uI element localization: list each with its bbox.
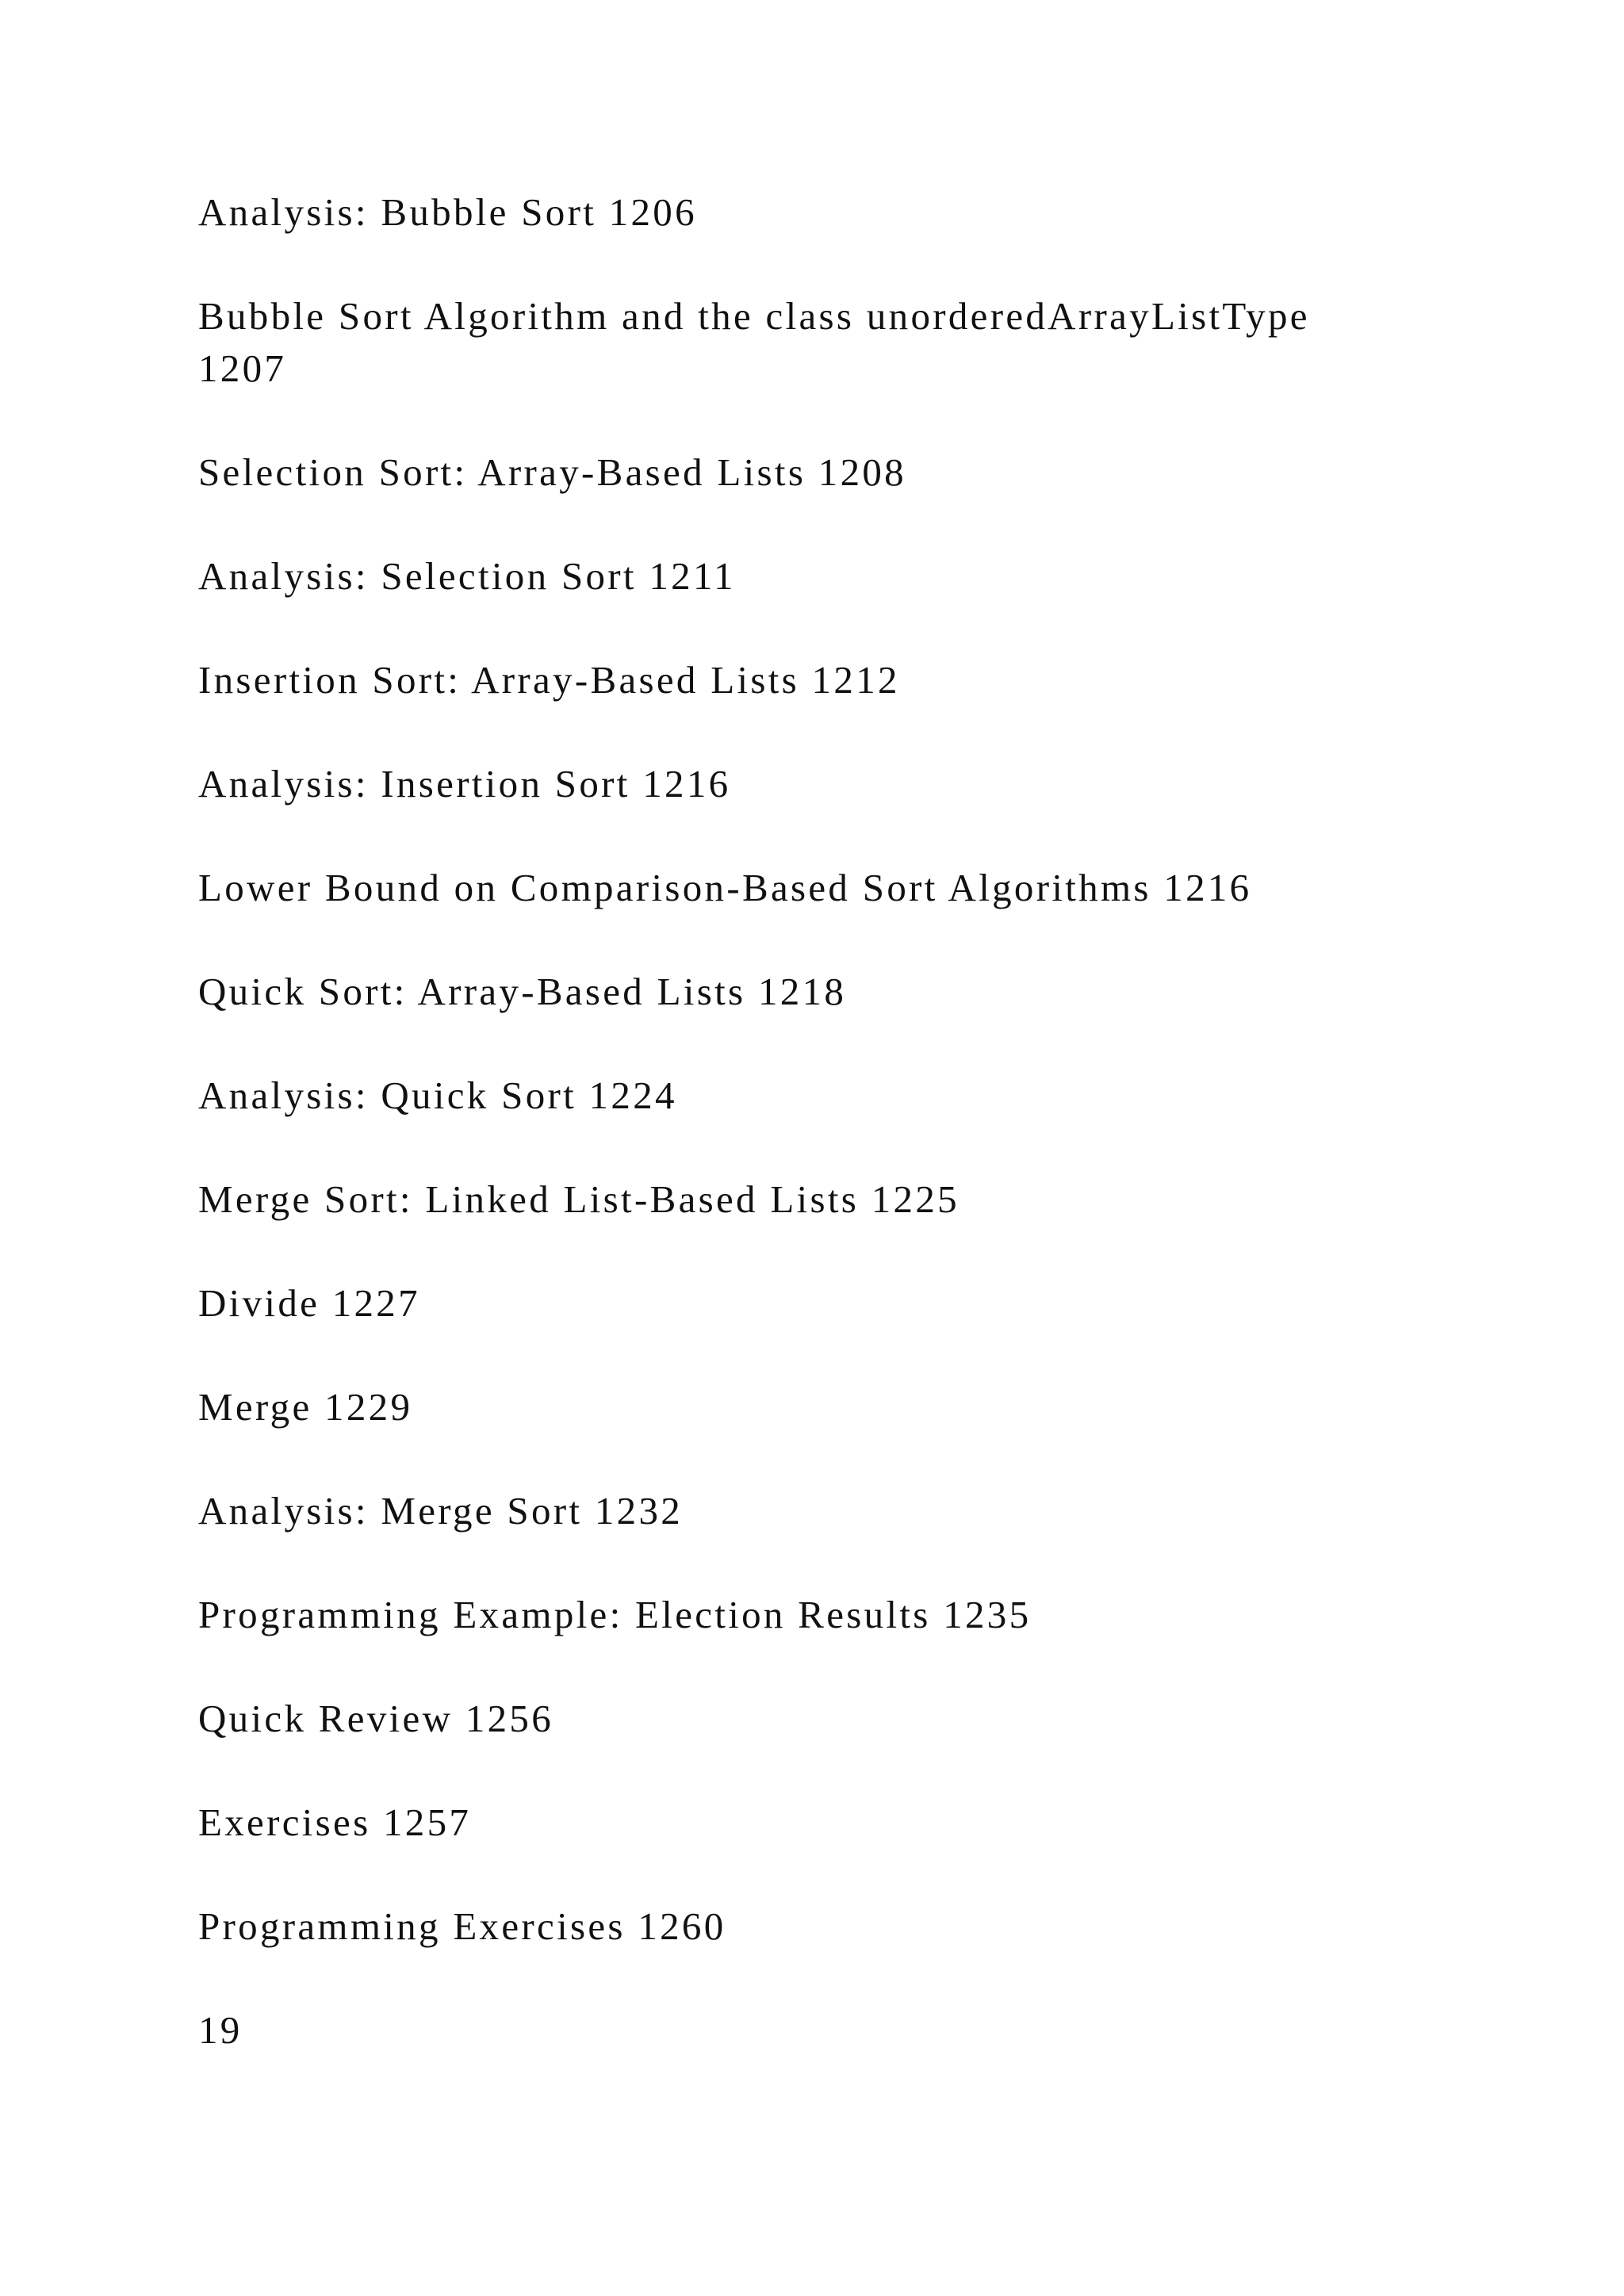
toc-entry-quick-sort-analysis: Analysis: Quick Sort 1224	[198, 1073, 677, 1117]
toc-entry-selection-sort: Selection Sort: Array-Based Lists 1208	[198, 450, 906, 494]
toc-entry-chapter-number: 19	[198, 2008, 243, 2052]
toc-entry-exercises: Exercises 1257	[198, 1800, 472, 1844]
toc-entry-merge: Merge 1229	[198, 1385, 413, 1429]
toc-entry-lower-bound: Lower Bound on Comparison-Based Sort Algorithms 1216	[198, 866, 1252, 909]
toc-entry-merge-sort-analysis: Analysis: Merge Sort 1232	[198, 1489, 684, 1533]
toc-entry-quick-sort: Quick Sort: Array-Based Lists 1218	[198, 970, 847, 1013]
toc-entry-programming-example: Programming Example: Election Results 1235	[198, 1593, 1032, 1636]
toc-entry-bubble-sort-analysis: Analysis: Bubble Sort 1206	[198, 190, 697, 234]
toc-entry-bubble-sort-algorithm: Bubble Sort Algorithm and the class unorderedArrayListType 1207	[198, 294, 1310, 390]
toc-entry-programming-exercises: Programming Exercises 1260	[198, 1904, 726, 1948]
toc-entry-divide: Divide 1227	[198, 1281, 420, 1325]
toc-entry-insertion-sort: Insertion Sort: Array-Based Lists 1212	[198, 658, 900, 702]
toc-entry-quick-review: Quick Review 1256	[198, 1697, 554, 1740]
toc-entry-merge-sort: Merge Sort: Linked List-Based Lists 1225	[198, 1177, 959, 1221]
toc-entry-insertion-sort-analysis: Analysis: Insertion Sort 1216	[198, 762, 731, 806]
toc-entry-list	[198, 186, 1427, 2108]
toc-entry-selection-sort-analysis: Analysis: Selection Sort 1211	[198, 554, 736, 598]
